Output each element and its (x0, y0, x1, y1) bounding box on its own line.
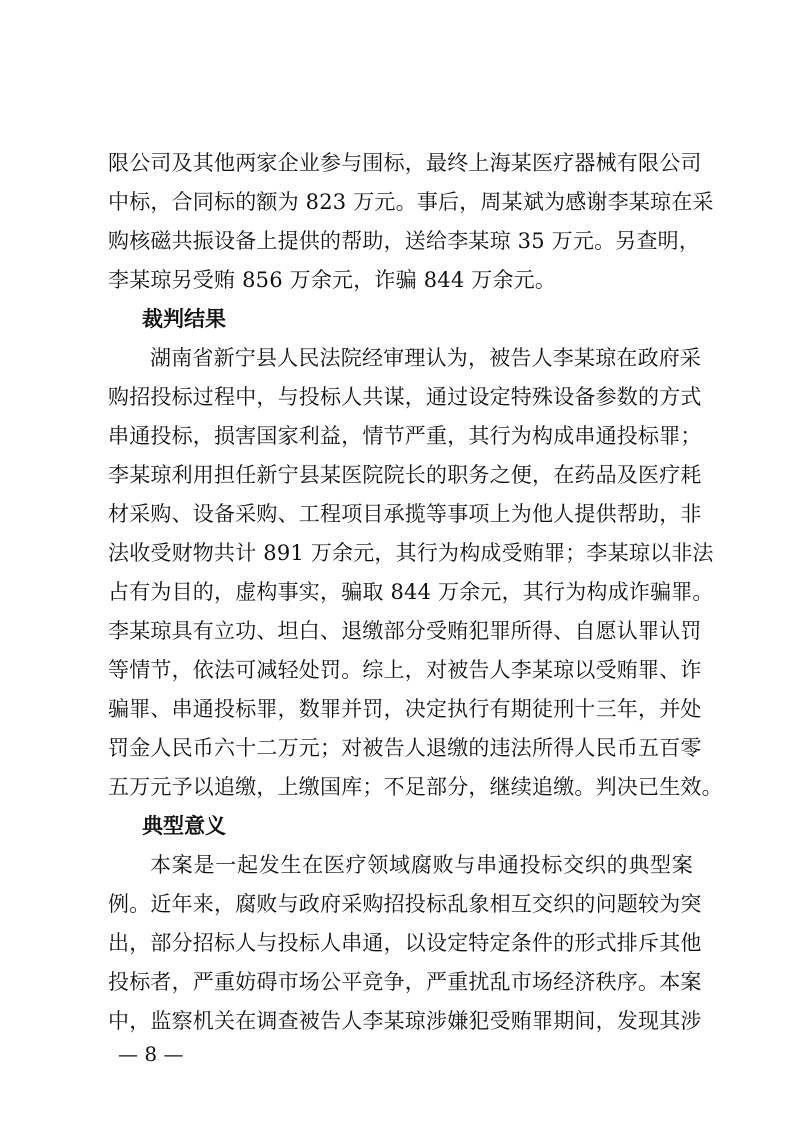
text-line: 出，部分招标人与投标人串通，以设定特定条件的形式排斥其他 (108, 931, 702, 955)
text-line: 例。近年来，腐败与政府采购招投标乱象相互交织的问题较为突 (108, 892, 702, 916)
text-line: 湖南省新宁县人民法院经审理认为，被告人李某琼在政府采 (150, 346, 702, 370)
paragraph-significance (108, 846, 702, 1041)
text-line: 中标，合同标的额为 823 万元。事后，周某斌为感谢李某琼在采 (108, 190, 714, 214)
section-heading-judgment: 裁判结果 (142, 307, 226, 331)
text-line: 限公司及其他两家企业参与围标，最终上海某医疗器械有限公司 (108, 151, 702, 175)
text-line: 投标者，严重妨碍市场公平竞争，严重扰乱市场经济秩序。本案 (108, 970, 702, 994)
text-line: 李某琼具有立功、坦白、退缴部分受贿犯罪所得、自愿认罪认罚 (108, 619, 702, 643)
section-heading-significance: 典型意义 (142, 814, 226, 838)
text-line: 李某琼利用担任新宁县某医院院长的职务之便，在药品及医疗耗 (108, 463, 702, 487)
text-line: 等情节，依法可减轻处罚。综上，对被告人李某琼以受贿罪、诈 (108, 658, 702, 682)
page-number: — 8 — (118, 1042, 184, 1066)
text-line: 材采购、设备采购、工程项目承揽等事项上为他人提供帮助，非 (108, 502, 702, 526)
document-body (108, 144, 723, 1041)
text-line: 罚金人民币六十二万元；对被告人退缴的违法所得人民币五百零 (108, 736, 702, 760)
text-line: 购招投标过程中，与投标人共谋，通过设定特殊设备参数的方式 (108, 385, 702, 409)
text-line: 本案是一起发生在医疗领域腐败与串通投标交织的典型案 (150, 853, 693, 877)
paragraph-judgment (108, 339, 723, 807)
text-line: 中，监察机关在调查被告人李某琼涉嫌犯受贿罪期间，发现其涉 (108, 1009, 702, 1033)
text-line: 李某琼另受贿 856 万余元，诈骗 844 万余元。 (108, 268, 557, 292)
paragraph-case-facts (108, 144, 714, 300)
text-line: 占有为目的，虚构事实，骗取 844 万余元，其行为构成诈骗罪。 (108, 580, 714, 604)
text-line: 购核磁共振设备上提供的帮助，送给李某琼 35 万元。另查明， (108, 229, 701, 253)
text-line: 法收受财物共计 891 万余元，其行为构成受贿罪；李某琼以非法 (108, 541, 714, 565)
text-line: 五万元予以追缴，上缴国库；不足部分，继续追缴。判决已生效。 (108, 775, 723, 799)
text-line: 串通投标，损害国家利益，情节严重，其行为构成串通投标罪； (108, 424, 702, 448)
text-line: 骗罪、串通投标罪，数罪并罚，决定执行有期徒刑十三年，并处 (108, 697, 702, 721)
